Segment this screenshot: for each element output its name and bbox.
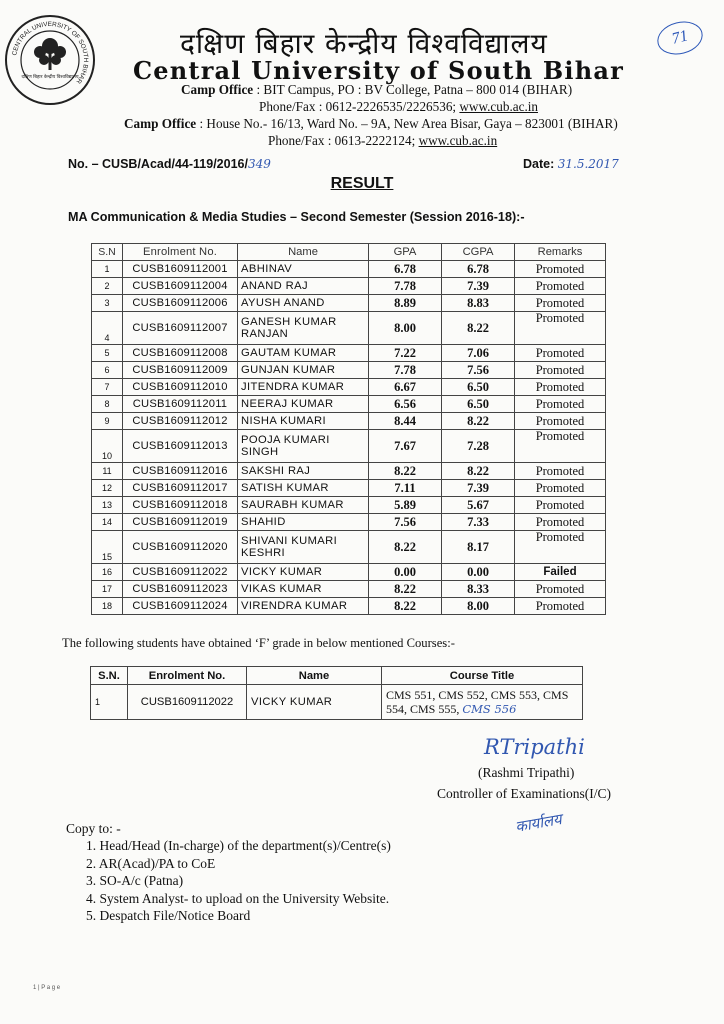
cell-sn: 16 (92, 564, 123, 581)
cell-name: POOJA KUMARI SINGH (238, 430, 369, 463)
cell-enrolment: CUSB1609112022 (123, 564, 238, 581)
f-grade-header-row (91, 667, 583, 685)
cell-enrolment: CUSB1609112006 (123, 295, 238, 312)
cell-sn: 17 (92, 581, 123, 598)
cell-enrolment: CUSB1609112023 (123, 581, 238, 598)
cell-name: SATISH KUMAR (238, 480, 369, 497)
university-seal-logo (4, 14, 96, 106)
cell-enrolment: CUSB1609112007 (123, 312, 238, 345)
camp-office-1-phone: Phone/Fax : 0612-2226535/2226536; www.cub.ac.in (259, 99, 538, 114)
cell-sn: 13 (92, 497, 123, 514)
cell-gpa: 7.22 (369, 345, 442, 362)
cell-cgpa: 8.33 (442, 581, 515, 598)
cell-gpa: 8.89 (369, 295, 442, 312)
table-row (91, 685, 583, 720)
cell-enrolment: CUSB1609112012 (123, 413, 238, 430)
cell-cgpa: 6.50 (442, 396, 515, 413)
cell-name: VICKY KUMAR (238, 564, 369, 581)
table-row (92, 598, 606, 615)
copy-to-list (86, 838, 391, 926)
f-cell-course-title: CMS 551, CMS 552, CMS 553, CMS 554, CMS 555, CMS 556 (382, 685, 583, 720)
camp-office-2-phone: Phone/Fax : 0613-2222124; www.cub.ac.in (268, 133, 498, 148)
cell-remarks: Promoted (515, 497, 606, 514)
cell-gpa: 8.22 (369, 531, 442, 564)
cell-name: ABHINAV (238, 261, 369, 278)
cell-enrolment: CUSB1609112016 (123, 463, 238, 480)
cell-gpa: 8.22 (369, 581, 442, 598)
cell-cgpa: 6.78 (442, 261, 515, 278)
camp-office-2-address: Camp Office : House No.- 16/13, Ward No. – 9A, New Area Bisar, Gaya – 823001 (BIHAR) (124, 116, 618, 131)
table-row (92, 430, 606, 463)
table-row (92, 345, 606, 362)
cell-enrolment: CUSB1609112020 (123, 531, 238, 564)
cell-gpa: 8.22 (369, 598, 442, 615)
website-link-1[interactable]: www.cub.ac.in (459, 99, 538, 114)
cell-cgpa: 0.00 (442, 564, 515, 581)
cell-sn: 3 (92, 295, 123, 312)
table-row (92, 531, 606, 564)
cell-name: GANESH KUMAR RANJAN (238, 312, 369, 345)
cell-name: SHAHID (238, 514, 369, 531)
table-row (92, 312, 606, 345)
cell-sn: 18 (92, 598, 123, 615)
cell-gpa: 7.11 (369, 480, 442, 497)
cell-cgpa: 8.22 (442, 463, 515, 480)
cell-name: GUNJAN KUMAR (238, 362, 369, 379)
reference-number: No. – CUSB/Acad/44-119/2016/349 (68, 157, 271, 171)
cell-sn: 10 (92, 430, 123, 463)
cell-name: VIKAS KUMAR (238, 581, 369, 598)
list-item: 5. Despatch File/Notice Board (86, 908, 251, 923)
cell-enrolment: CUSB1609112010 (123, 379, 238, 396)
cell-remarks: Promoted (515, 581, 606, 598)
cell-remarks: Promoted (515, 430, 606, 463)
cell-enrolment: CUSB1609112018 (123, 497, 238, 514)
table-row (92, 396, 606, 413)
cell-enrolment: CUSB1609112001 (123, 261, 238, 278)
f-col-header-name: Name (247, 667, 382, 685)
signature: RTripathi (484, 735, 585, 759)
cell-cgpa: 7.39 (442, 278, 515, 295)
cell-gpa: 6.56 (369, 396, 442, 413)
table-row (92, 463, 606, 480)
list-item: 4. System Analyst- to upload on the University Website. (86, 890, 390, 906)
cell-enrolment: CUSB1609112024 (123, 598, 238, 615)
cell-remarks: Promoted (515, 531, 606, 564)
cell-gpa: 7.78 (369, 278, 442, 295)
cell-sn: 1 (92, 261, 123, 278)
table-row (92, 581, 606, 598)
cell-remarks: Promoted (515, 312, 606, 345)
cell-name: NEERAJ KUMAR (238, 396, 369, 413)
table-row (92, 278, 606, 295)
website-link-2[interactable]: www.cub.ac.in (418, 133, 498, 148)
cell-name: SAKSHI RAJ (238, 463, 369, 480)
university-name-hindi: दक्षिण बिहार केन्द्रीय विश्वविद्यालय (180, 27, 548, 60)
cell-gpa: 6.78 (369, 261, 442, 278)
cell-cgpa: 7.39 (442, 480, 515, 497)
table-row (92, 261, 606, 278)
cell-remarks: Promoted (515, 514, 606, 531)
university-name-english: Central University of South Bihar (133, 56, 624, 85)
f-cell-sn: 1 (91, 685, 128, 720)
list-item: 1. Head/Head (In-charge) of the department(s)/Centre(s) (86, 838, 391, 853)
cell-gpa: 7.56 (369, 514, 442, 531)
handwritten-date: 31.5.2017 (557, 157, 619, 171)
cell-sn: 12 (92, 480, 123, 497)
result-heading: RESULT (330, 175, 394, 192)
cell-name: ANAND RAJ (238, 278, 369, 295)
list-item: 3. SO-A/c (Patna) (86, 873, 184, 888)
signer-name: (Rashmi Tripathi) (478, 765, 575, 780)
cell-cgpa: 8.00 (442, 598, 515, 615)
cell-enrolment: CUSB1609112011 (123, 396, 238, 413)
camp-office-1-address: Camp Office : BIT Campus, PO : BV College, Patna – 800 014 (BIHAR) (181, 82, 573, 97)
cell-enrolment: CUSB1609112008 (123, 345, 238, 362)
f-col-header-enrolment: Enrolment No. (128, 667, 247, 685)
cell-name: NISHA KUMARI (238, 413, 369, 430)
cell-sn: 9 (92, 413, 123, 430)
initials-mark: कार्यालय (513, 810, 564, 836)
cell-sn: 2 (92, 278, 123, 295)
cell-remarks: Promoted (515, 413, 606, 430)
seal-outer-text: CENTRAL UNIVERSITY OF SOUTH BIHAR (11, 20, 90, 85)
cell-remarks: Promoted (515, 396, 606, 413)
cell-name: VIRENDRA KUMAR (238, 598, 369, 615)
cell-name: SHIVANI KUMARI KESHRI (238, 531, 369, 564)
cell-name: GAUTAM KUMAR (238, 345, 369, 362)
cell-sn: 14 (92, 514, 123, 531)
handwritten-page-mark: 71 (654, 17, 706, 59)
cell-remarks: Promoted (515, 379, 606, 396)
cell-gpa: 8.44 (369, 413, 442, 430)
cell-remarks: Promoted (515, 295, 606, 312)
cell-sn: 4 (92, 312, 123, 345)
cell-cgpa: 5.67 (442, 497, 515, 514)
cell-cgpa: 7.56 (442, 362, 515, 379)
cell-name: SAURABH KUMAR (238, 497, 369, 514)
cell-cgpa: 7.06 (442, 345, 515, 362)
cell-cgpa: 8.17 (442, 531, 515, 564)
cell-cgpa: 7.33 (442, 514, 515, 531)
cell-cgpa: 7.28 (442, 430, 515, 463)
cell-remarks: Promoted (515, 345, 606, 362)
signer-title: Controller of Examinations(I/C) (437, 786, 611, 801)
f-grade-note: The following students have obtained ‘F’ grade in below mentioned Courses:- (62, 636, 455, 650)
col-header-cgpa: CGPA (442, 244, 515, 261)
results-table (91, 243, 606, 615)
cell-remarks: Promoted (515, 261, 606, 278)
page-footer: 1 | P a g e (33, 985, 61, 991)
cell-name: JITENDRA KUMAR (238, 379, 369, 396)
cell-sn: 5 (92, 345, 123, 362)
cell-cgpa: 8.22 (442, 413, 515, 430)
cell-cgpa: 6.50 (442, 379, 515, 396)
cell-gpa: 5.89 (369, 497, 442, 514)
cell-name: AYUSH ANAND (238, 295, 369, 312)
f-col-header-course-title: Course Title (382, 667, 583, 685)
cell-cgpa: 8.83 (442, 295, 515, 312)
handwritten-course: CMS 556 (462, 702, 517, 716)
table-row (92, 413, 606, 430)
programme-subtitle: MA Communication & Media Studies – Second Semester (Session 2016-18):- (68, 210, 525, 224)
table-row (92, 564, 606, 581)
cell-gpa: 0.00 (369, 564, 442, 581)
cell-remarks: Promoted (515, 362, 606, 379)
list-item: 2. AR(Acad)/PA to CoE (86, 855, 216, 871)
cell-cgpa: 8.22 (442, 312, 515, 345)
table-row (92, 497, 606, 514)
cell-gpa: 6.67 (369, 379, 442, 396)
col-header-gpa: GPA (369, 244, 442, 261)
cell-sn: 15 (92, 531, 123, 564)
col-header-enrolment: Enrolment No. (123, 244, 238, 261)
camp-office-1-label: Camp Office (181, 82, 254, 97)
table-row (92, 379, 606, 396)
col-header-sn: S.N (92, 244, 123, 261)
f-cell-enrolment: CUSB1609112022 (128, 685, 247, 720)
col-header-remarks: Remarks (515, 244, 606, 261)
cell-enrolment: CUSB1609112017 (123, 480, 238, 497)
cell-enrolment: CUSB1609112009 (123, 362, 238, 379)
cell-gpa: 8.00 (369, 312, 442, 345)
table-row (92, 514, 606, 531)
f-col-header-sn: S.N. (91, 667, 128, 685)
table-row (92, 295, 606, 312)
cell-gpa: 7.67 (369, 430, 442, 463)
cell-sn: 8 (92, 396, 123, 413)
col-header-name: Name (238, 244, 369, 261)
cell-sn: 11 (92, 463, 123, 480)
f-grade-table (90, 666, 583, 720)
handwritten-ref-number: 349 (247, 157, 271, 171)
camp-office-2-label: Camp Office (124, 116, 197, 131)
table-header-row (92, 244, 606, 261)
f-cell-name: VICKY KUMAR (247, 685, 382, 720)
cell-enrolment: CUSB1609112019 (123, 514, 238, 531)
table-row (92, 480, 606, 497)
cell-gpa: 8.22 (369, 463, 442, 480)
cell-enrolment: CUSB1609112004 (123, 278, 238, 295)
cell-remarks: Promoted (515, 480, 606, 497)
cell-enrolment: CUSB1609112013 (123, 430, 238, 463)
copy-to-label: Copy to: - (66, 821, 121, 836)
seal-inner-text: दक्षिण बिहार केन्द्रीय विश्वविद्यालय (21, 75, 79, 80)
issue-date: Date: 31.5.2017 (523, 157, 619, 171)
table-row (92, 362, 606, 379)
cell-remarks: Promoted (515, 278, 606, 295)
cell-remarks: Promoted (515, 598, 606, 615)
cell-remarks: Failed (515, 564, 606, 581)
cell-sn: 6 (92, 362, 123, 379)
cell-sn: 7 (92, 379, 123, 396)
cell-gpa: 7.78 (369, 362, 442, 379)
cell-remarks: Promoted (515, 463, 606, 480)
